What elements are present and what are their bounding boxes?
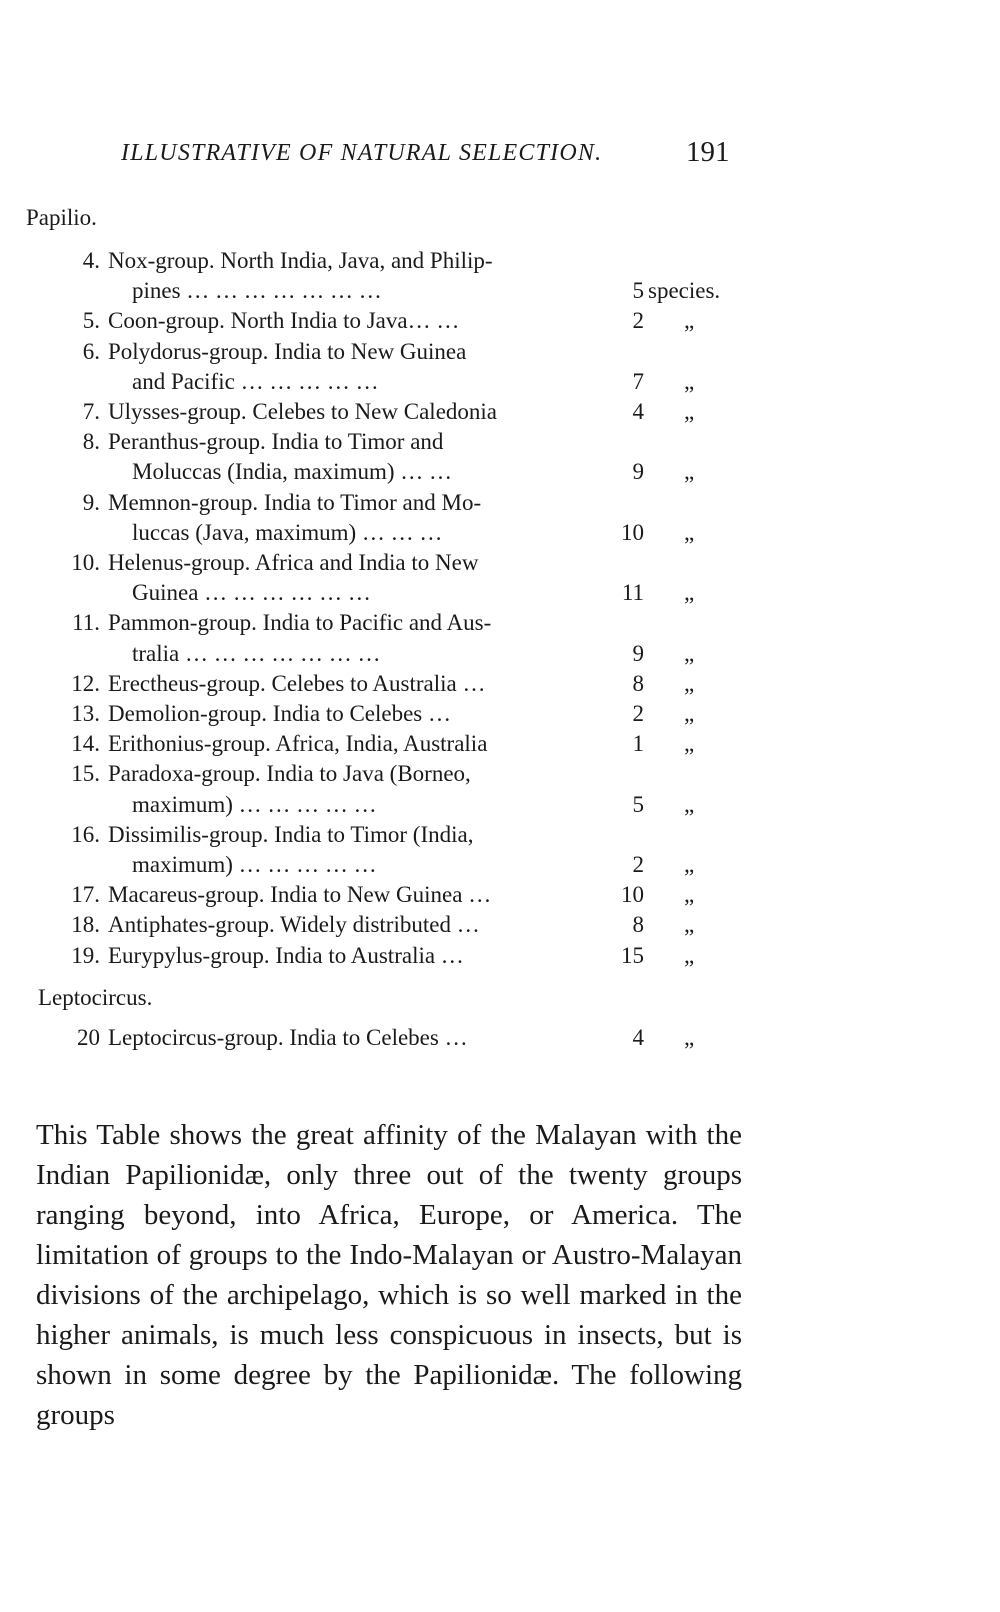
- species-count: 2: [632, 308, 644, 334]
- group-name: Erithonius-group. Africa, India, Australia: [108, 731, 488, 757]
- group-line: [0, 339, 1000, 369]
- species-count: 10: [621, 882, 644, 908]
- group-number: 11.: [72, 610, 100, 636]
- group-line: [0, 248, 1000, 278]
- species-unit: „: [684, 368, 695, 394]
- group-line: [0, 792, 1000, 822]
- group-line: [0, 610, 1000, 640]
- group-line: [0, 852, 1000, 882]
- body-paragraph: This Table shows the great affinity of the Malayan with the Indian Papilionidæ, only three out of the twenty groups ranging beyond, into Africa, Europe, or America. The limitation of groups to the Indo-Malayan or Austro-Malayan divisions of the archipelago, which is so well marked in the higher animals, is much less conspicuous in insects, but is shown in some degree by the Papilionidæ. The following groups: [36, 1119, 742, 1431]
- species-count: 4: [632, 1025, 644, 1050]
- species-unit: „: [684, 731, 695, 757]
- group-name: Coon-group. North India to Java… …: [108, 308, 460, 334]
- species-count: 9: [632, 459, 644, 485]
- page-number: 191: [686, 136, 730, 168]
- group-line: [0, 943, 1000, 973]
- species-count: 4: [632, 399, 644, 424]
- species-unit: species.: [648, 278, 721, 304]
- group-number: 19.: [71, 942, 100, 968]
- species-unit: „: [684, 640, 695, 666]
- species-unit: „: [684, 459, 695, 485]
- group-number: 8.: [82, 429, 100, 455]
- group-line: [0, 641, 1000, 671]
- group-number: 7.: [82, 399, 100, 424]
- group-name: Antiphates-group. Widely distributed …: [108, 912, 480, 938]
- group-line: [0, 308, 1000, 338]
- species-count: 7: [632, 368, 644, 394]
- species-unit: „: [684, 701, 695, 726]
- group-name: Demolion-group. India to Celebes …: [108, 701, 452, 726]
- species-unit: „: [684, 912, 695, 938]
- group-number: 13.: [71, 701, 100, 726]
- group-line: [0, 429, 1000, 459]
- group-number: 14.: [71, 731, 100, 757]
- species-unit: „: [684, 399, 695, 424]
- group-number: 12.: [71, 670, 100, 696]
- group-name: Eurypylus-group. India to Australia …: [108, 942, 464, 968]
- group-line: [0, 278, 1000, 308]
- species-unit: „: [684, 670, 695, 696]
- group-line: [0, 822, 1000, 852]
- group-name: Pammon-group. India to Pacific and Aus-: [108, 610, 492, 636]
- group-line: [0, 580, 1000, 610]
- group-line: [0, 761, 1000, 791]
- group-number: 4.: [82, 248, 100, 273]
- group-line: [0, 701, 1000, 731]
- group-number: 18.: [71, 912, 100, 938]
- species-count: 11: [621, 580, 644, 606]
- group-name: Nox-group. North India, Java, and Philip-: [108, 248, 493, 273]
- group-continuation: pines … … … … … … …: [132, 278, 382, 304]
- species-unit: „: [684, 791, 695, 817]
- group-continuation: maximum) … … … … …: [132, 851, 377, 877]
- group-number: 10.: [71, 550, 100, 575]
- group-number: 20: [77, 1025, 100, 1050]
- page-header: [0, 136, 1000, 176]
- group-name: Peranthus-group. India to Timor and: [108, 429, 444, 455]
- species-count: 15: [621, 942, 644, 968]
- species-count: 8: [632, 670, 644, 696]
- species-count: 10: [621, 519, 644, 545]
- species-count: 2: [632, 851, 644, 877]
- group-line: [0, 369, 1000, 399]
- group-number: 15.: [71, 761, 100, 787]
- species-unit: „: [684, 308, 695, 334]
- group-line: [0, 520, 1000, 550]
- group-line: [0, 399, 1000, 429]
- group-continuation: luccas (Java, maximum) … … …: [132, 519, 443, 545]
- group-name: Leptocircus-group. India to Celebes …: [108, 1025, 468, 1050]
- species-unit: „: [684, 580, 695, 606]
- group-name: Erectheus-group. Celebes to Australia …: [108, 670, 486, 696]
- species-unit: „: [684, 882, 695, 908]
- group-line: [0, 1025, 1000, 1055]
- group-line: [0, 671, 1000, 701]
- group-line: [0, 912, 1000, 942]
- group-name: Polydorus-group. India to New Guinea: [108, 338, 467, 364]
- species-unit: „: [684, 519, 695, 545]
- species-count: 5: [632, 791, 644, 817]
- group-line: [0, 731, 1000, 761]
- group-name: Macareus-group. India to New Guinea …: [108, 882, 492, 908]
- group-continuation: and Pacific … … … … …: [132, 368, 379, 394]
- species-count: 1: [632, 731, 644, 757]
- group-line: [0, 550, 1000, 580]
- group-line: [0, 882, 1000, 912]
- group-name: Memnon-group. India to Timor and Mo-: [108, 489, 482, 515]
- group-number: 17.: [71, 882, 100, 908]
- species-unit: „: [684, 851, 695, 877]
- species-count: 5: [632, 278, 644, 304]
- species-count: 2: [632, 701, 644, 726]
- running-title: ILLUSTRATIVE OF NATURAL SELECTION.: [121, 140, 603, 166]
- group-continuation: maximum) … … … … …: [132, 791, 377, 817]
- group-number: 6.: [82, 338, 100, 364]
- species-count: 8: [632, 912, 644, 938]
- group-number: 9.: [82, 489, 100, 515]
- species-count: 9: [632, 640, 644, 666]
- group-name: Ulysses-group. Celebes to New Caledonia: [108, 399, 498, 424]
- group-number: 5.: [82, 308, 100, 334]
- genus-heading: Leptocircus.: [38, 985, 153, 1010]
- group-name: Helenus-group. Africa and India to New: [108, 550, 479, 575]
- group-line: [0, 459, 1000, 489]
- group-name: Paradoxa-group. India to Java (Borneo,: [108, 761, 471, 787]
- species-unit: „: [684, 942, 695, 968]
- group-continuation: Guinea … … … … … …: [132, 580, 371, 606]
- species-unit: „: [684, 1025, 695, 1050]
- group-continuation: Moluccas (India, maximum) … …: [132, 459, 453, 485]
- group-name: Dissimilis-group. India to Timor (India,: [108, 821, 474, 847]
- group-line: [0, 490, 1000, 520]
- group-number: 16.: [71, 821, 100, 847]
- group-continuation: tralia … … … … … … …: [132, 640, 381, 666]
- genus-heading: Papilio.: [26, 205, 97, 230]
